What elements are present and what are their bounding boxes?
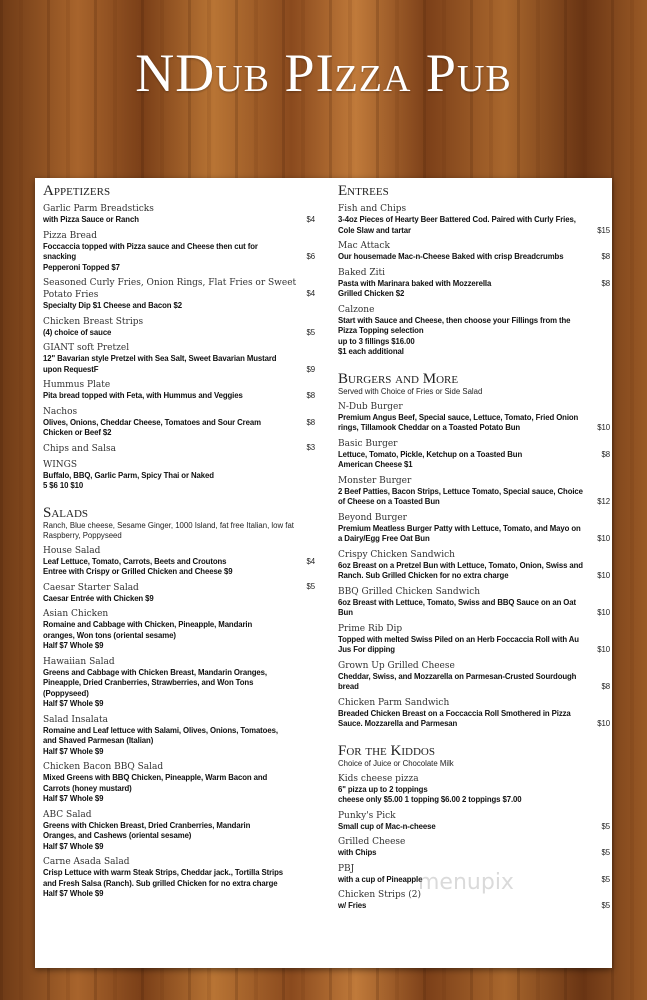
item-name: Mac Attack bbox=[338, 241, 390, 251]
menu-item bbox=[338, 586, 610, 619]
item-name: Crispy Chicken Sandwich bbox=[338, 549, 455, 560]
menu-item bbox=[338, 475, 610, 508]
section-title: Burgers and More bbox=[338, 370, 459, 387]
menu-item bbox=[43, 379, 315, 402]
item-name: Prime Rib Dip bbox=[338, 623, 403, 634]
item-description-row bbox=[338, 289, 610, 300]
item-name-row bbox=[338, 240, 610, 252]
item-description: with a cup of Pineapple bbox=[338, 874, 423, 884]
item-description-row bbox=[43, 699, 315, 710]
item-description: Mixed Greens with BBQ Chicken, Pineapple, Warm Bacon and bbox=[43, 773, 268, 782]
item-description: Pizza Topping selection bbox=[338, 326, 424, 335]
item-description: Buffalo, BBQ, Garlic Parm, Spicy Thai or Naked bbox=[43, 470, 214, 480]
section-title: Appetizers bbox=[43, 183, 111, 199]
item-price: $15 bbox=[597, 225, 610, 235]
menu-item bbox=[338, 836, 610, 859]
item-price: $10 bbox=[597, 571, 610, 580]
item-name: Fish and Chips bbox=[338, 204, 407, 214]
item-description: Half $7 Whole $9 bbox=[43, 699, 104, 708]
item-price: $8 bbox=[306, 417, 315, 427]
item-name-row bbox=[43, 342, 315, 354]
item-price: $5 bbox=[306, 581, 315, 591]
item-name: Carne Asada Salad bbox=[43, 857, 130, 867]
item-description: Chicken or Beef $2 bbox=[43, 428, 112, 437]
item-price: $5 bbox=[601, 901, 610, 910]
item-description-row bbox=[43, 428, 315, 439]
item-description: Cole Slaw and tartar bbox=[338, 225, 411, 235]
menu-item bbox=[338, 512, 610, 545]
item-description: 6oz Breast on a Pretzel Bun with Lettuce, Tomato, Onion, Swiss and bbox=[338, 560, 583, 570]
item-description-row bbox=[338, 709, 610, 720]
item-description-row bbox=[338, 347, 610, 358]
item-description-row bbox=[43, 689, 315, 700]
item-name-row bbox=[338, 586, 610, 598]
menu-item bbox=[43, 714, 315, 758]
item-description-row bbox=[338, 423, 610, 434]
item-name-row bbox=[338, 512, 610, 524]
item-description-row bbox=[338, 497, 610, 508]
item-description: Premium Meatless Burger Patty with Lettuce, Tomato, and Mayo on bbox=[338, 523, 581, 533]
item-name: Asian Chicken bbox=[43, 609, 109, 619]
item-description: Half $7 Whole $9 bbox=[43, 641, 104, 650]
menu-section bbox=[338, 372, 610, 730]
item-description: Half $7 Whole $9 bbox=[43, 794, 104, 803]
menu-item bbox=[338, 240, 610, 263]
item-description: Foccaccia topped with Pizza sauce and Cheese then cut for bbox=[43, 241, 258, 251]
item-description: 12" Bavarian style Pretzel with Sea Salt, Sweet Bavarian Mustard bbox=[43, 354, 277, 363]
item-name-row bbox=[338, 203, 610, 215]
item-description-row bbox=[43, 747, 315, 758]
item-description: Grilled Chicken $2 bbox=[338, 289, 405, 298]
menu-item bbox=[338, 401, 610, 434]
item-name-row bbox=[43, 459, 315, 471]
item-description: Lettuce, Tomato, Pickle, Ketchup on a Toasted Bun bbox=[338, 449, 523, 459]
item-description-row bbox=[338, 252, 610, 263]
item-description-row bbox=[338, 337, 610, 348]
item-description: 6oz Breast with Lettuce, Tomato, Swiss and BBQ Sauce on an Oat bbox=[338, 597, 577, 607]
item-name: Beyond Burger bbox=[338, 512, 407, 523]
item-price: $8 bbox=[601, 449, 610, 459]
item-name: Chips and Salsa bbox=[43, 443, 116, 454]
item-price: $5 bbox=[601, 874, 610, 884]
menu-section bbox=[43, 184, 315, 492]
item-description-row bbox=[338, 215, 610, 226]
item-price: $8 bbox=[601, 252, 610, 261]
item-description: Romaine and Cabbage with Chicken, Pineapple, Mandarin bbox=[43, 620, 253, 629]
menu-column-left bbox=[43, 184, 315, 914]
item-price: $5 bbox=[601, 821, 610, 831]
menu-item bbox=[43, 608, 315, 652]
item-name-row bbox=[338, 267, 610, 279]
item-price: $5 bbox=[306, 327, 315, 337]
item-name: ABC Salad bbox=[43, 809, 92, 820]
section-subtitle: Ranch, Blue cheese, Sesame Ginger, 1000 Island, fat free Italian, low fat Raspberry, Poppyseed bbox=[43, 520, 294, 540]
item-name-row bbox=[338, 304, 610, 316]
item-description: Pineapple, Dried Cranberries, Strawberries, and Won Tons bbox=[43, 678, 254, 687]
item-price: $8 bbox=[601, 682, 610, 691]
item-name: Hummus Plate bbox=[43, 380, 111, 390]
item-description: Topped with melted Swiss Piled on an Herb Foccaccia Roll with Au bbox=[338, 634, 579, 644]
menu-item bbox=[338, 267, 610, 300]
item-description-row bbox=[43, 481, 315, 492]
menu-item bbox=[338, 660, 610, 693]
item-name-row bbox=[338, 401, 610, 413]
item-name: Caesar Starter Salad bbox=[43, 582, 139, 593]
item-name-row bbox=[43, 608, 315, 620]
item-description-row bbox=[338, 785, 610, 796]
item-name-row bbox=[43, 761, 315, 773]
menu-item bbox=[43, 856, 315, 900]
item-description-row bbox=[338, 682, 610, 693]
item-price: $10 bbox=[597, 608, 610, 617]
item-description: cheese only $5.00 1 topping $6.00 2 toppings $7.00 bbox=[338, 795, 522, 804]
item-description-row bbox=[338, 561, 610, 572]
item-description: Oranges, and Cashews (oriental sesame) bbox=[43, 831, 192, 840]
menu-item bbox=[43, 277, 315, 312]
item-description-row bbox=[43, 252, 315, 263]
menu-item bbox=[338, 697, 610, 730]
item-name: Basic Burger bbox=[338, 438, 398, 449]
item-description: Pasta with Marinara baked with Mozzerella bbox=[338, 278, 492, 288]
item-description: Romaine and Leaf lettuce with Salami, Olives, Onions, Tomatoes, bbox=[43, 725, 278, 735]
item-description: Caesar Entrée with Chicken $9 bbox=[43, 593, 154, 603]
item-description-row bbox=[43, 328, 315, 339]
item-description: Ranch. Sub Grilled Chicken for no extra charge bbox=[338, 571, 509, 580]
item-description-row bbox=[43, 726, 315, 737]
item-description-row bbox=[338, 719, 610, 730]
item-description-row bbox=[43, 784, 315, 795]
item-name-row bbox=[338, 623, 610, 635]
item-description-row bbox=[43, 301, 315, 312]
item-description: bread bbox=[338, 682, 359, 691]
item-description-row bbox=[338, 848, 610, 859]
item-name-row bbox=[43, 809, 315, 821]
menu-item bbox=[43, 230, 315, 274]
item-description-row bbox=[43, 678, 315, 689]
item-description: Crisp Lettuce with warm Steak Strips, Cheddar jack., Tortilla Strips bbox=[43, 868, 284, 877]
menu-item bbox=[43, 761, 315, 805]
item-description: Breaded Chicken Breast on a Foccaccia Roll Smothered in Pizza bbox=[338, 708, 571, 718]
item-name: N-Dub Burger bbox=[338, 401, 403, 412]
item-description: Half $7 Whole $9 bbox=[43, 746, 104, 756]
item-description: 5 $6 10 $10 bbox=[43, 481, 84, 490]
item-name-row bbox=[43, 316, 315, 328]
item-description-row bbox=[338, 226, 610, 237]
menu-item bbox=[43, 316, 315, 339]
item-description: 2 Beef Patties, Bacon Strips, Lettuce Tomato, Special sauce, Choice bbox=[338, 486, 583, 496]
menu-item bbox=[43, 656, 315, 710]
item-description-row bbox=[43, 631, 315, 642]
item-price: $4 bbox=[306, 556, 315, 566]
item-description-row bbox=[338, 822, 610, 833]
item-name: Chicken Strips (2) bbox=[338, 890, 421, 900]
item-description-row bbox=[43, 831, 315, 842]
item-name-row bbox=[338, 697, 610, 709]
menu-item bbox=[338, 438, 610, 471]
menu-item bbox=[43, 203, 315, 226]
item-description: Small cup of Mac-n-cheese bbox=[338, 821, 436, 831]
item-description-row bbox=[338, 487, 610, 498]
item-description: Greens and Cabbage with Chicken Breast, Mandarin Oranges, bbox=[43, 667, 267, 677]
item-name: Monster Burger bbox=[338, 475, 412, 486]
item-name: Chicken Bacon BBQ Salad bbox=[43, 762, 164, 772]
item-name: BBQ Grilled Chicken Sandwich bbox=[338, 586, 481, 597]
item-description: Potato Fries bbox=[43, 290, 99, 300]
item-price: $4 bbox=[306, 289, 315, 298]
item-description-row bbox=[43, 842, 315, 853]
menu-item bbox=[43, 545, 315, 578]
item-description-row bbox=[338, 571, 610, 582]
item-name: Grilled Cheese bbox=[338, 837, 406, 847]
item-name-row bbox=[338, 475, 610, 487]
item-description: Half $7 Whole $9 bbox=[43, 841, 104, 851]
item-description-row bbox=[43, 594, 315, 605]
section-subtitle: Choice of Juice or Chocolate Milk bbox=[338, 758, 454, 768]
item-description-row bbox=[338, 413, 610, 424]
item-name-row bbox=[43, 379, 315, 391]
item-description: and Shaved Parmesan (Italian) bbox=[43, 736, 154, 745]
item-description: Greens with Chicken Breast, Dried Cranberries, Mandarin bbox=[43, 820, 251, 830]
item-name: House Salad bbox=[43, 545, 101, 556]
item-description: Cheddar, Swiss, and Mozzarella on Parmesan-Crusted Sourdough bbox=[338, 671, 577, 681]
item-description: Specialty Dip $1 Cheese and Bacon $2 bbox=[43, 301, 182, 310]
item-description: Half $7 Whole $9 bbox=[43, 889, 104, 898]
item-name: WINGS bbox=[43, 459, 78, 470]
item-name-row bbox=[338, 438, 610, 450]
item-name: Calzone bbox=[338, 304, 375, 315]
item-price: $12 bbox=[597, 497, 610, 506]
menu-column-right bbox=[338, 184, 610, 926]
item-description-row bbox=[338, 316, 610, 327]
item-description-row bbox=[43, 242, 315, 253]
item-name-row bbox=[43, 714, 315, 726]
item-description: 6" pizza up to 2 toppings bbox=[338, 784, 428, 794]
item-name: Salad Insalata bbox=[43, 714, 108, 725]
item-name-row bbox=[338, 660, 610, 672]
item-description-row bbox=[338, 901, 610, 912]
menu-section bbox=[43, 506, 315, 900]
menu-item bbox=[338, 549, 610, 582]
item-description-row bbox=[43, 879, 315, 890]
item-name-row bbox=[43, 856, 315, 868]
item-description-row bbox=[43, 620, 315, 631]
item-name: Grown Up Grilled Cheese bbox=[338, 660, 455, 671]
restaurant-title: NDub PIzza Pub bbox=[135, 43, 512, 103]
item-description-row bbox=[43, 418, 315, 429]
menu-item bbox=[338, 773, 610, 806]
item-description-row bbox=[43, 794, 315, 805]
item-name: Pizza Bread bbox=[43, 230, 98, 241]
item-description-row bbox=[43, 471, 315, 482]
item-name-row bbox=[43, 277, 315, 289]
item-name: Hawaiian Salad bbox=[43, 656, 115, 667]
item-description: Entree with Crispy or Grilled Chicken and Cheese $9 bbox=[43, 567, 233, 576]
item-name-row bbox=[338, 810, 610, 822]
item-description-row bbox=[338, 598, 610, 609]
item-description-row bbox=[338, 326, 610, 337]
item-name-row bbox=[43, 582, 315, 594]
item-description-row bbox=[338, 534, 610, 545]
section-title: Salads bbox=[43, 504, 89, 521]
item-description-row bbox=[43, 263, 315, 274]
item-description-row bbox=[43, 868, 315, 879]
item-name: Baked Ziti bbox=[338, 267, 386, 278]
item-description-row bbox=[43, 391, 315, 402]
item-price: $8 bbox=[306, 391, 315, 400]
item-description-row bbox=[43, 567, 315, 578]
item-name: PBJ bbox=[338, 863, 355, 874]
item-name-row bbox=[338, 549, 610, 561]
item-description-row bbox=[338, 608, 610, 619]
item-description: snacking bbox=[43, 252, 76, 261]
item-description-row bbox=[338, 450, 610, 461]
item-description: American Cheese $1 bbox=[338, 460, 413, 469]
menu-item bbox=[338, 304, 610, 358]
menu-item bbox=[43, 443, 315, 455]
item-price: $5 bbox=[601, 848, 610, 857]
item-price: $9 bbox=[306, 364, 315, 374]
item-description-row bbox=[338, 460, 610, 471]
item-description: up to 3 fillings $16.00 bbox=[338, 336, 415, 346]
item-description-row bbox=[43, 773, 315, 784]
item-description-row bbox=[43, 668, 315, 679]
item-name-row bbox=[43, 203, 315, 215]
item-description-row bbox=[338, 795, 610, 806]
item-description: Sauce. Mozzarella and Parmesan bbox=[338, 719, 458, 728]
item-description-row bbox=[338, 672, 610, 683]
menu-item bbox=[43, 342, 315, 375]
item-description: Pepperoni Topped $7 bbox=[43, 262, 120, 272]
item-name: Kids cheese pizza bbox=[338, 773, 419, 784]
item-description: a Dairy/Egg Free Oat Bun bbox=[338, 534, 430, 543]
item-description: Bun bbox=[338, 608, 353, 617]
menu-item bbox=[338, 623, 610, 656]
item-description: Start with Sauce and Cheese, then choose your Fillings from the bbox=[338, 315, 571, 325]
item-description: 3-4oz Pieces of Hearty Beer Battered Cod. Paired with Curly Fries, bbox=[338, 215, 576, 224]
menu-item bbox=[43, 809, 315, 853]
menu-item bbox=[43, 406, 315, 439]
item-description: and Fresh Salsa (Ranch). Sub grilled Chicken for no extra charge bbox=[43, 878, 278, 888]
item-description: (4) choice of sauce bbox=[43, 327, 112, 337]
item-name: Punky's Pick bbox=[338, 810, 396, 821]
item-price: $10 bbox=[597, 534, 610, 543]
item-name-row bbox=[43, 545, 315, 557]
item-description-row bbox=[43, 821, 315, 832]
item-name-row bbox=[338, 773, 610, 785]
menu-section bbox=[338, 184, 610, 358]
item-description: Olives, Onions, Cheddar Cheese, Tomatoes and Sour Cream bbox=[43, 417, 261, 427]
item-price: $10 bbox=[597, 423, 610, 432]
item-description: Our housemade Mac-n-Cheese Baked with crisp Breadcrumbs bbox=[338, 252, 564, 261]
item-description: (Poppyseed) bbox=[43, 688, 89, 698]
item-name-row bbox=[43, 656, 315, 668]
item-description-row bbox=[43, 354, 315, 365]
item-description-row bbox=[43, 557, 315, 568]
item-price: $3 bbox=[306, 442, 315, 452]
item-name-row bbox=[43, 443, 315, 455]
item-description-row bbox=[338, 279, 610, 290]
item-description-row bbox=[338, 645, 610, 656]
item-name: Garlic Parm Breadsticks bbox=[43, 204, 154, 214]
item-description: oranges, Won tons (oriental sesame) bbox=[43, 630, 176, 640]
item-price: $4 bbox=[306, 215, 315, 224]
section-title: For the Kiddos bbox=[338, 742, 435, 759]
item-name: Nachos bbox=[43, 406, 78, 417]
item-price: $6 bbox=[306, 252, 315, 261]
item-name: Seasoned Curly Fries, Onion Rings, Flat Fries or Sweet bbox=[43, 278, 297, 288]
item-description: rings, Tillamook Cheddar on a Toasted Potato Bun bbox=[338, 423, 521, 432]
item-name: Chicken Breast Strips bbox=[43, 316, 144, 327]
item-price: $8 bbox=[601, 278, 610, 288]
item-description-row bbox=[338, 635, 610, 646]
item-name-row bbox=[43, 230, 315, 242]
item-description-row bbox=[43, 736, 315, 747]
item-description: upon RequestF bbox=[43, 364, 99, 374]
item-name-row bbox=[338, 836, 610, 848]
item-name: Chicken Parm Sandwich bbox=[338, 697, 450, 708]
menu-item bbox=[338, 810, 610, 833]
item-description: with Pizza Sauce or Ranch bbox=[43, 215, 139, 224]
watermark: menupix bbox=[418, 870, 514, 895]
item-description: Jus For dipping bbox=[338, 645, 395, 654]
item-description: with Chips bbox=[338, 848, 377, 857]
item-description-row bbox=[43, 365, 315, 376]
item-price: $10 bbox=[597, 719, 610, 728]
item-description: Premium Angus Beef, Special sauce, Lettuce, Tomato, Fried Onion bbox=[338, 412, 579, 422]
item-name-row bbox=[43, 406, 315, 418]
item-description: w/ Fries bbox=[338, 901, 367, 910]
item-name: GIANT soft Pretzel bbox=[43, 343, 130, 353]
section-subtitle: Served with Choice of Fries or Side Salad bbox=[338, 386, 483, 396]
item-description: Carrots (honey mustard) bbox=[43, 783, 132, 793]
item-description: $1 each additional bbox=[338, 347, 404, 356]
menu-item bbox=[338, 203, 610, 236]
menu-card bbox=[35, 178, 612, 968]
item-description: of Cheese on a Toasted Bun bbox=[338, 497, 440, 506]
menu-item bbox=[43, 459, 315, 492]
item-description: Pita bread topped with Feta, with Hummus and Veggies bbox=[43, 391, 243, 400]
item-description-row bbox=[43, 889, 315, 900]
item-description-row bbox=[43, 215, 315, 226]
section-title: Entrees bbox=[338, 183, 389, 199]
item-price: $10 bbox=[597, 645, 610, 654]
item-description-row bbox=[43, 641, 315, 652]
menu-item bbox=[43, 582, 315, 605]
item-description-row bbox=[338, 524, 610, 535]
item-description: Leaf Lettuce, Tomato, Carrots, Beets and Croutons bbox=[43, 556, 227, 566]
item-description-row bbox=[43, 289, 315, 301]
